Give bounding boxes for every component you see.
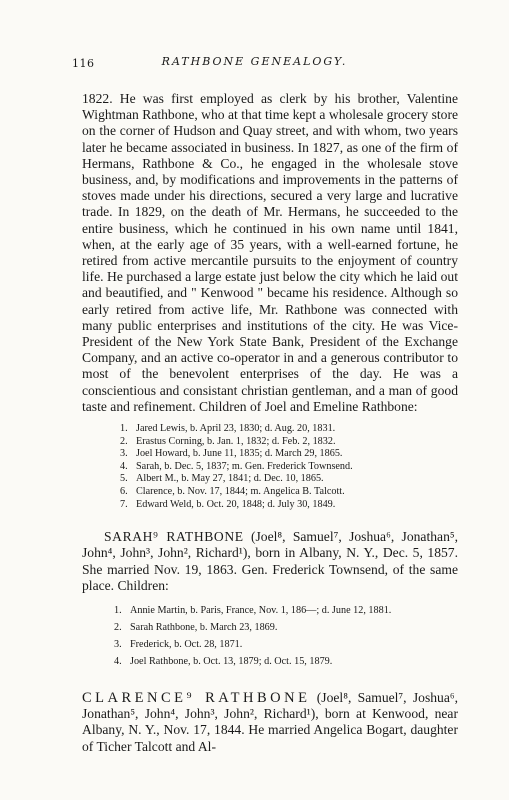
list-number: 4. (120, 460, 128, 472)
paragraph-clarence-entry (82, 690, 458, 755)
list-number: 7. (120, 498, 128, 510)
entry-name-sarah: SARAH⁹ RATHBONE (104, 529, 244, 545)
list-text: Joel Rathbone, b. Oct. 13, 1879; d. Oct. 15, 1879. (130, 656, 333, 668)
list-item (120, 461, 458, 474)
list-number: 3. (114, 639, 122, 651)
list-text: Clarence, b. Nov. 17, 1844; m. Angelica B. Talcott. (136, 486, 345, 498)
list-number: 4. (114, 656, 122, 668)
page-number: 116 (72, 57, 95, 70)
list-number: 1. (120, 423, 128, 435)
list-item (120, 499, 458, 512)
list-number: 3. (120, 448, 128, 460)
list-number: 1. (114, 605, 122, 617)
entry-text-clarence: (Joel⁸, Samuel⁷, Joshua⁶, Jonathan⁵, John⁴, John³, John², Richard¹), born at Kenwood, near Albany, N. Y., Nov. 17, 1844. He married Angelica Bogart, daughter of Ticher Talcott and Al- (82, 690, 459, 754)
list-item (114, 653, 458, 670)
list-text: Albert M., b. May 27, 1841; d. Dec. 10, 1865. (136, 473, 324, 485)
children-of-joel-list (120, 423, 458, 511)
list-text: Annie Martin, b. Paris, France, Nov. 1, 186—; d. June 12, 1881. (130, 605, 392, 617)
page-body (82, 91, 458, 755)
list-item (114, 619, 458, 636)
list-item (120, 448, 458, 461)
children-of-sarah-list (114, 602, 458, 670)
list-text: Edward Weld, b. Oct. 20, 1848; d. July 30, 1849. (136, 498, 336, 510)
list-text: Sarah, b. Dec. 5, 1837; m. Gen. Frederick Townsend. (136, 460, 353, 472)
list-number: 5. (120, 473, 128, 485)
paragraph-sarah-entry (82, 529, 458, 594)
list-item (120, 436, 458, 449)
list-text: Jared Lewis, b. April 23, 1830; d. Aug. 20, 1831. (136, 423, 336, 435)
list-number: 6. (120, 486, 128, 498)
list-item (120, 486, 458, 499)
list-item (120, 473, 458, 486)
entry-text-sarah: (Joel⁸, Samuel⁷, Joshua⁶, Jonathan⁵, John⁴, John³, John², Richard¹), born in Albany, N. Y., Dec. 5, 1857. She married Nov. 19, 1863. Gen. Frederick Townsend, of the same place. Children: (82, 529, 458, 593)
list-text: Frederick, b. Oct. 28, 1871. (130, 639, 243, 651)
list-text: Joel Howard, b. June 11, 1835; d. March 29, 1865. (136, 448, 343, 460)
list-item (114, 636, 458, 653)
paragraph-joel-biography: 1822. He was first employed as clerk by his brother, Valentine Wightman Rathbone, who at that time kept a wholesale grocery store on the corner of Hudson and Quay street, and with whom, two years later he became associated in business. In 1827, as one of the firm of Hermans, Rathbone & Co., he engaged in the wholesale stove business, and, by modifications and improvements in the patterns of stoves made under his directions, secured a very large and lucrative trade. In 1829, on the death of Mr. Hermans, he succeeded to the entire business, which he continued in his own name until 1841, when, at the early age of 35 years, with a well-earned fortune, he retired from active mercantile pursuits to the enjoyment of country life. He purchased a large estate just below the city which he laid out and beautified, and " Kenwood " became his residence. Although so early retired from active life, Mr. Rathbone was connected with many public enterprises and institutions of the city. He was Vice-President of the New York State Bank, President of the Exchange Company, and an active co-operator in and a generous contributor to most of the benevolent enterprises of the day. He was a conscientious and consistant christian gentleman, and a man of good taste and refinement. Children of Joel and Emeline Rathbone: (82, 91, 458, 414)
list-item (114, 602, 458, 619)
list-number: 2. (120, 435, 128, 447)
list-number: 2. (114, 622, 122, 634)
list-item (120, 423, 458, 436)
running-head: RATHBONE GENEALOGY. (161, 55, 348, 68)
list-text: Erastus Corning, b. Jan. 1, 1832; d. Feb. 2, 1832. (136, 435, 336, 447)
list-text: Sarah Rathbone, b. March 23, 1869. (130, 622, 278, 634)
entry-name-clarence: CLARENCE⁹ RATHBONE (82, 690, 311, 707)
